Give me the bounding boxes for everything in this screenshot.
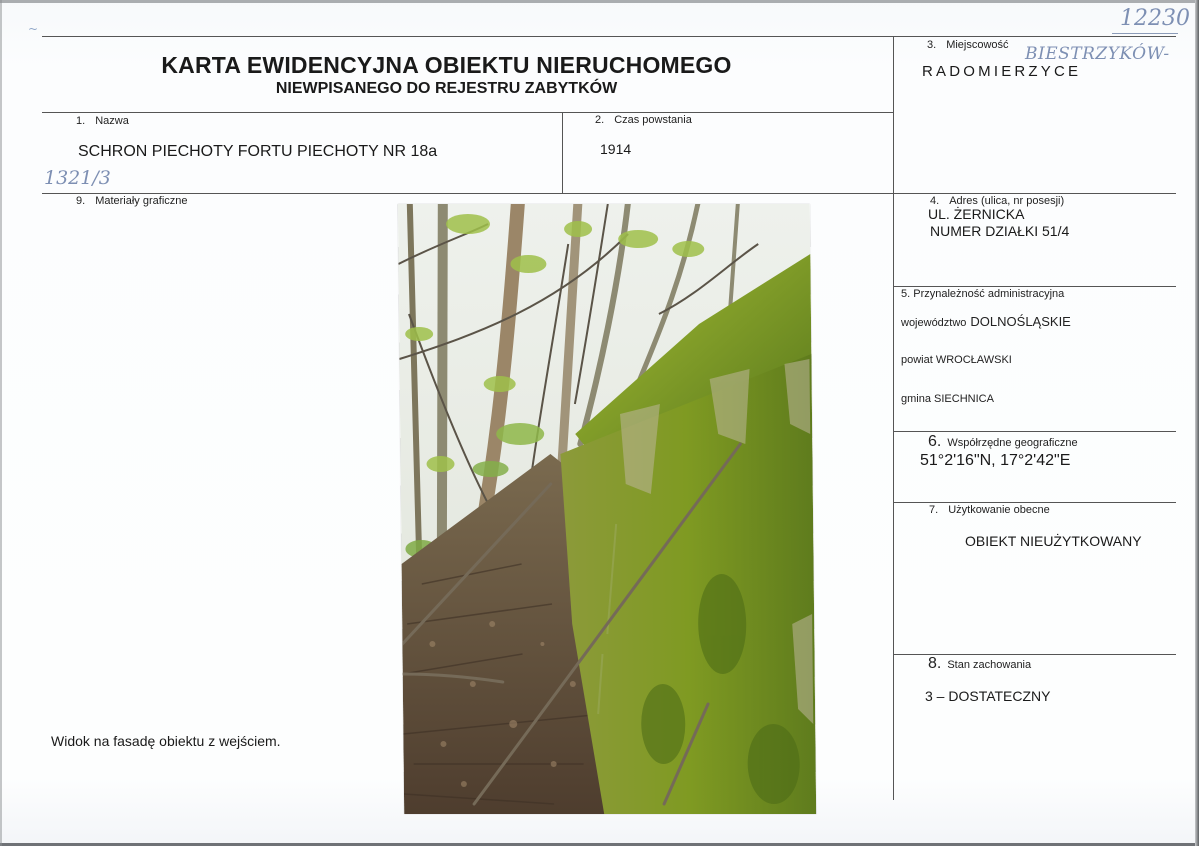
admin-voivodeship-label: województwo	[901, 317, 967, 329]
scan-edge-top	[0, 0, 1199, 3]
field-admin-label	[901, 288, 1064, 300]
field-number: 8.	[928, 655, 942, 672]
rule-after-address	[893, 286, 1176, 287]
field-label-text: Adres (ulica, nr posesji)	[949, 195, 1065, 207]
document-subtitle: NIEWPISANEGO DO REJESTRU ZABYTKÓW	[275, 80, 618, 97]
field-usage-label	[929, 504, 1050, 516]
admin-commune	[901, 393, 994, 405]
rule-name-date-divider	[562, 112, 563, 193]
photo-moss-wall-illustration	[398, 204, 816, 814]
field-address-line2: NUMER DZIAŁKI 51/4	[930, 223, 1070, 239]
field-coords-value: 51°2'16"N, 17°2'42"E	[920, 452, 1071, 469]
rule-after-coords	[893, 502, 1176, 503]
field-date-value: 1914	[600, 141, 632, 157]
field-label-text: Miejscowość	[946, 39, 1009, 51]
field-label-text: Nazwa	[95, 115, 129, 127]
field-label-text: Stan zachowania	[947, 659, 1032, 671]
rule-right-column	[893, 36, 894, 800]
document-title: KARTA EWIDENCYJNA OBIEKTU NIERUCHOMEGO	[161, 52, 732, 78]
field-usage-value: OBIEKT NIEUŻYTKOWANY	[965, 533, 1142, 549]
field-condition-label	[928, 655, 1031, 673]
rule-after-admin	[893, 431, 1176, 432]
field-number: 1.	[76, 115, 86, 127]
photo-caption: Widok na fasadę obiektu z wejściem.	[51, 733, 281, 749]
field-label-text: Użytkowanie obecne	[948, 504, 1050, 516]
handwritten-reference: 1321/3	[44, 167, 111, 189]
rule-under-header	[42, 112, 893, 113]
admin-county	[901, 354, 1012, 366]
rule-top	[42, 36, 1176, 37]
field-label-text: Materiały graficzne	[95, 195, 188, 207]
admin-voivodeship-value: DOLNOŚLĄSKIE	[970, 314, 1071, 329]
field-coords-label	[928, 433, 1078, 451]
handwritten-archive-number: 12230	[1120, 6, 1190, 31]
field-name-value: SCHRON PIECHOTY FORTU PIECHOTY NR 18a	[78, 143, 438, 160]
scan-edge-left	[0, 0, 2, 846]
field-number: 6.	[928, 433, 942, 450]
field-number: 3.	[927, 39, 937, 51]
field-label-text: Współrzędne geograficzne	[947, 437, 1078, 449]
field-number: 9.	[76, 195, 86, 207]
handwritten-locality-note: BIESTRZYKÓW-	[1025, 44, 1170, 64]
field-number: 2.	[595, 114, 605, 126]
field-condition-value: 3 – DOSTATECZNY	[925, 688, 1051, 704]
admin-commune-label: gmina	[901, 393, 931, 405]
handwritten-corner-mark: ~	[28, 22, 39, 36]
field-date-label	[595, 114, 692, 126]
field-number: 4.	[930, 195, 940, 207]
field-number: 5.	[901, 288, 911, 300]
field-graphics-label	[76, 195, 188, 207]
field-label-text: Przynależność administracyjna	[913, 288, 1065, 300]
rule-above-graphics	[42, 193, 1176, 194]
admin-county-value: WROCŁAWSKI	[935, 354, 1012, 366]
field-label-text: Czas powstania	[614, 114, 692, 126]
field-locality-label	[927, 39, 1009, 51]
archive-number-underline	[1112, 33, 1178, 34]
admin-commune-value: SIECHNICA	[934, 393, 994, 405]
field-name-label	[76, 115, 129, 127]
scan-edge-right	[1195, 0, 1199, 846]
object-photo	[398, 204, 816, 814]
field-number: 7.	[929, 504, 939, 516]
admin-county-label: powiat	[901, 354, 933, 366]
admin-voivodeship	[901, 314, 1071, 329]
field-locality-value: RADOMIERZYCE	[922, 63, 1082, 80]
field-address-line1: UL. ŻERNICKA	[928, 206, 1025, 222]
